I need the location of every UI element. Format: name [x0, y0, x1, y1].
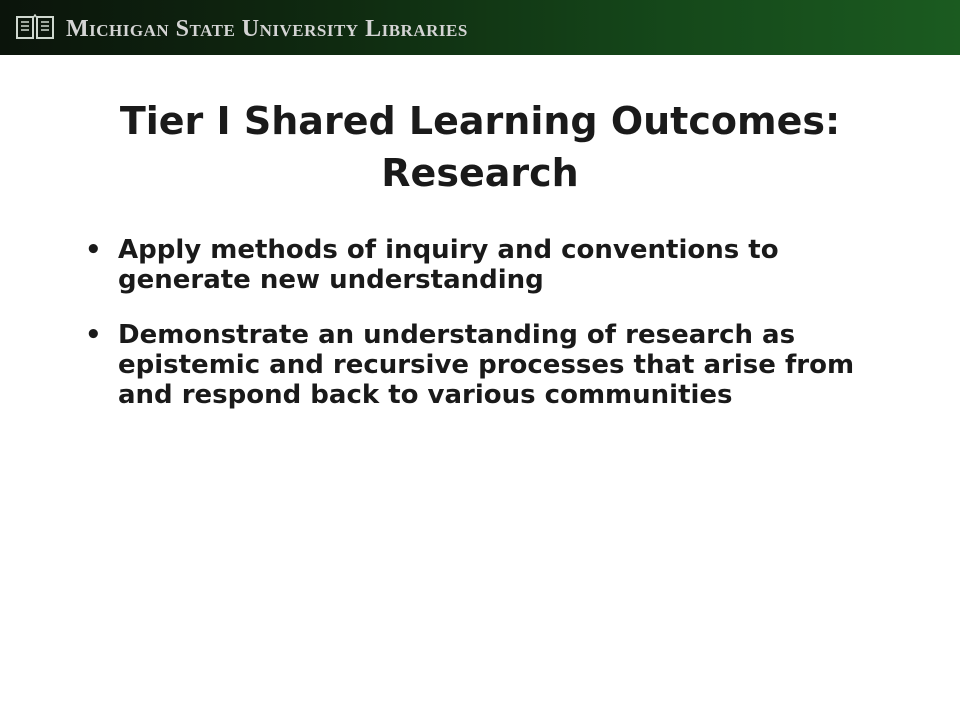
bullet-list	[0, 235, 960, 435]
header-bar	[0, 0, 960, 55]
bullet-text: Apply methods of inquiry and conventions to generate new understanding	[118, 235, 779, 295]
bullet-item	[0, 235, 960, 295]
bullet-item	[0, 320, 960, 410]
bullet-text: Demonstrate an understanding of research as epistemic and recursive processes that arise from and respond back to various communities	[118, 320, 855, 410]
bullet-dot-icon: •	[85, 320, 102, 350]
slide-title	[60, 95, 900, 199]
open-book-icon	[16, 14, 54, 40]
slide-title-line-1: Tier I Shared Learning Outcomes:	[119, 99, 841, 143]
bullet-dot-icon: •	[85, 235, 102, 265]
org-name: Michigan State University Libraries	[66, 16, 468, 42]
slide-title-line-2: Research	[381, 151, 579, 195]
